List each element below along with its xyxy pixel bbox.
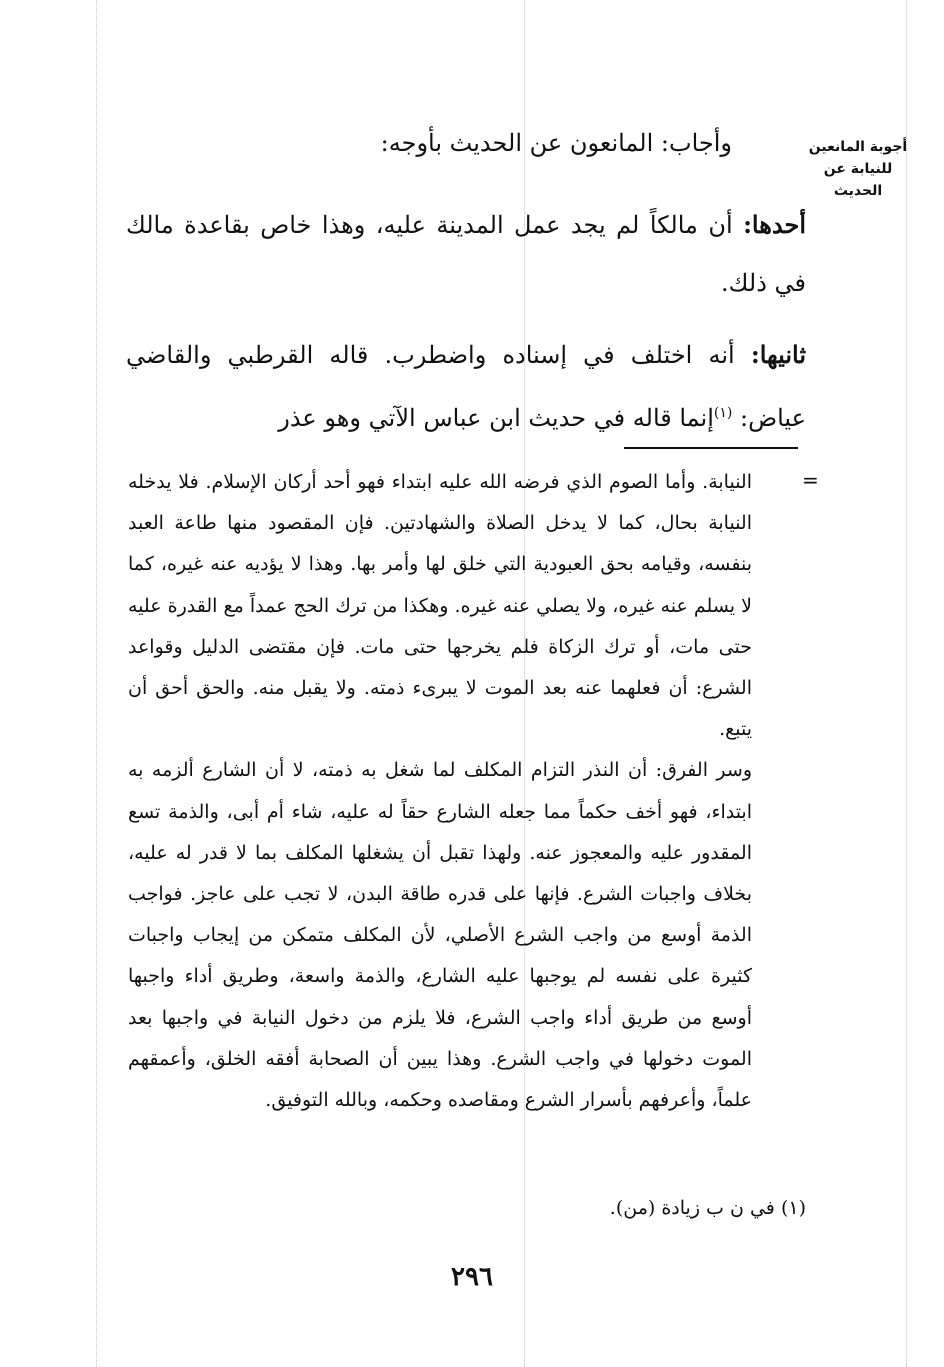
second-reason-text-continued: إنما قاله في حديث ابن عباس الآتي وهو عذر: [278, 404, 714, 432]
margin-note-line: للنيابة عن: [823, 161, 893, 177]
second-reason-text: أنه اختلف في إسناده واضطرب. قاله القرطبي والقاضي عياض:: [126, 341, 806, 432]
scan-guide-line: [906, 0, 907, 1367]
footnote-continuation: [128, 462, 752, 1121]
footnote-separator: [624, 447, 798, 449]
footnote-paragraph: النيابة. وأما الصوم الذي فرضه الله عليه ابتداء فهو أحد أركان الإسلام. فلا يدخله النيابة بحال، كما لا يدخل الصلاة والشهادتين. فإن المقصود منها طاعة العبد بنفسه، وقيامه بحق العبودية التي خلق لها وأمر بها. وهذا لا يؤديه عنه غيره، كما لا يسلم عنه غيره، ولا يصلي عنه غيره. وهكذا من ترك الحج عمداً مع القدرة عليه حتى مات، أو ترك الزكاة فلم يخرجها حتى مات. فإن مقتضى الدليل وقواعد الشرع: أن فعلهما عنه بعد الموت لا يبرىء ذمته. ولا يقبل منه. والحق أحق أن يتبع.: [128, 471, 752, 741]
section-intro: [381, 118, 732, 168]
margin-note-line: أجوبة المانعين: [808, 139, 908, 155]
second-reason-paragraph: [126, 326, 806, 447]
margin-note-line: الحديث: [833, 183, 883, 199]
first-reason-paragraph: [126, 196, 806, 312]
footnote-1-text: في ن ب زيادة (من).: [609, 1197, 775, 1219]
footnote-paragraph: وسر الفرق: أن النذر التزام المكلف لما شغل به ذمته، لا أن الشارع ألزمه به ابتداء، فهو أخف حكماً مما جعله الشارع حقاً له عليه، شاء أم أبى، والذمة تسع المقدور عليه والمعجوز عنه. ولهذا تقبل أن يشغلها المكلف بما لا قدر له عليه، بخلاف واجبات الشرع. فإنها على قدره طاقة البدن، لا تجب على عاجز. فواجب الذمة أوسع من واجب الشرع الأصلي، لأن المكلف متمكن من إيجاب واجبات كثيرة على نفسه لم يوجبها عليه الشارع، والذمة واسعة، وطريق أداء واجبها أوسع من طريق أداء واجب الشرع، فلا يلزم من دخول النيابة في واجبها بعد الموت دخولها في واجب الشرع. وهذا يبين أن الصحابة أفقه الخلق، وأعمقهم علماً، وأعرفهم بأسرار الشرع ومقاصده وحكمه، وبالله التوفيق.: [128, 759, 752, 1112]
intro-text: وأجاب: المانعون عن الحديث بأوجه:: [380, 129, 732, 157]
second-reason-lead: ثانيها:: [750, 340, 806, 369]
first-reason-lead: أحدها:: [743, 210, 806, 239]
scan-guide-line: [96, 0, 97, 1367]
footnote-1: [610, 1190, 806, 1226]
footnote-reference: (١): [713, 405, 733, 421]
footnote-1-number: (١): [780, 1197, 806, 1219]
first-reason-text: أن مالكاً لم يجد عمل المدينة عليه، وهذا خاص بقاعدة مالك في ذلك.: [126, 211, 806, 297]
margin-note: [808, 136, 908, 202]
page-number: ٢٩٦: [451, 1262, 493, 1292]
continuation-mark: =: [802, 468, 819, 492]
